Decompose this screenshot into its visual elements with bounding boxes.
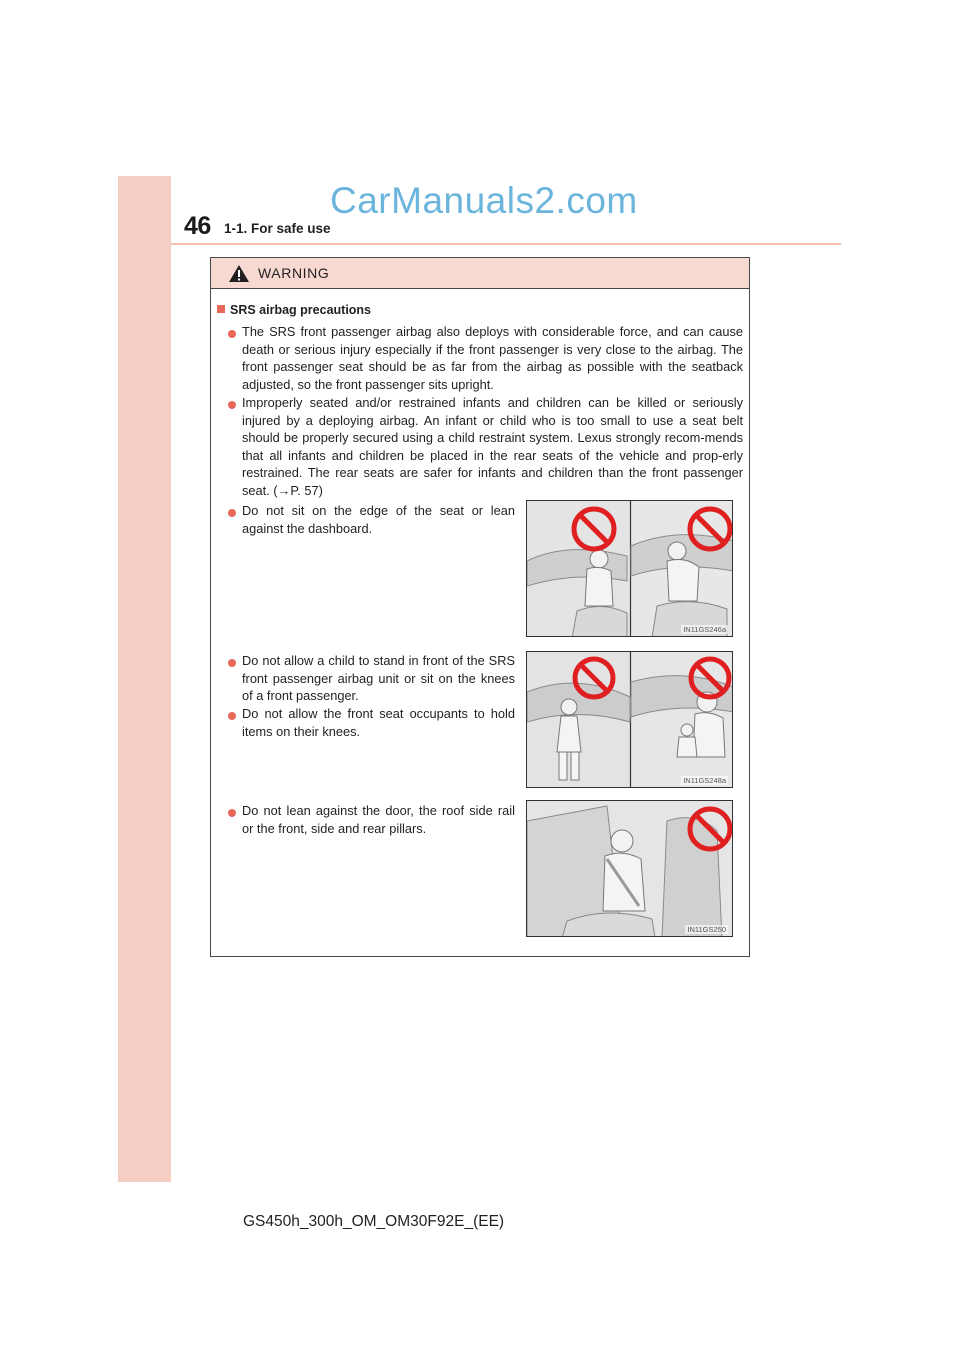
footer-model-code: GS450h_300h_OM_OM30F92E_(EE) [243, 1213, 505, 1230]
bullet-icon [228, 509, 236, 517]
header-rule [171, 243, 841, 245]
bullet-icon [228, 401, 236, 409]
section-heading-text: SRS airbag precautions [230, 303, 372, 317]
figure-leaning-door-illustration [527, 801, 733, 937]
bullet-icon [228, 712, 236, 720]
warning-item-child-restraint: Improperly seated and/or restrained infants and children can be killed or seriously injured by a deploying airbag. An infant or child who is too small to use a seat belt should be properly secured using a child restraint system. Lexus strongly recom-mends that all infants and children be placed in the rear seats of the vehicle and prop-erly restrained. The rear seats are safer for infants and children than the front passenger seat. (→P. 57) [242, 395, 743, 498]
figure-child-standing [526, 651, 733, 788]
warning-header [211, 258, 749, 289]
figure-code: IN11GS250 [687, 925, 726, 934]
warning-item-hold-items: Do not allow the front seat occupants to hold items on their knees. [242, 706, 515, 739]
figure-child-standing-illustration [527, 652, 733, 788]
figure-leaning-door [526, 800, 733, 937]
watermark[interactable]: CarManuals2.com [330, 180, 638, 221]
figure-seat-edge [526, 500, 733, 637]
side-band [118, 176, 171, 1182]
figure-code: IN11GS246a [683, 625, 726, 634]
warning-item-child-stand: Do not allow a child to stand in front of the SRS front passenger airbag unit or sit on the knees of a front passenger. [242, 653, 515, 704]
figure-code: IN11GS248a [683, 776, 726, 785]
warning-item-lean-door: Do not lean against the door, the roof side rail or the front, side and rear pillars. [242, 803, 515, 836]
warning-item-airbag-force: The SRS front passenger airbag also deploys with considerable force, and can cause death or serious injury especially if the front passenger is very close to the airbag. The front passenger seat should be as far from the airbag as possible with the seatback adjusted, so the front passenger sits upright. [242, 324, 743, 392]
warning-triangle-icon [228, 264, 250, 283]
warning-item-seat-edge: Do not sit on the edge of the seat or lean against the dashboard. [242, 503, 515, 536]
bullet-icon [228, 809, 236, 817]
page-number: 46 [184, 212, 211, 240]
section-title: 1-1. For safe use [224, 221, 331, 236]
figure-seat-edge-illustration [527, 501, 733, 637]
warning-label: WARNING [258, 265, 330, 281]
square-bullet-icon [217, 305, 225, 313]
warning-box [210, 257, 750, 957]
bullet-icon [228, 659, 236, 667]
section-heading [217, 303, 371, 317]
bullet-icon [228, 330, 236, 338]
